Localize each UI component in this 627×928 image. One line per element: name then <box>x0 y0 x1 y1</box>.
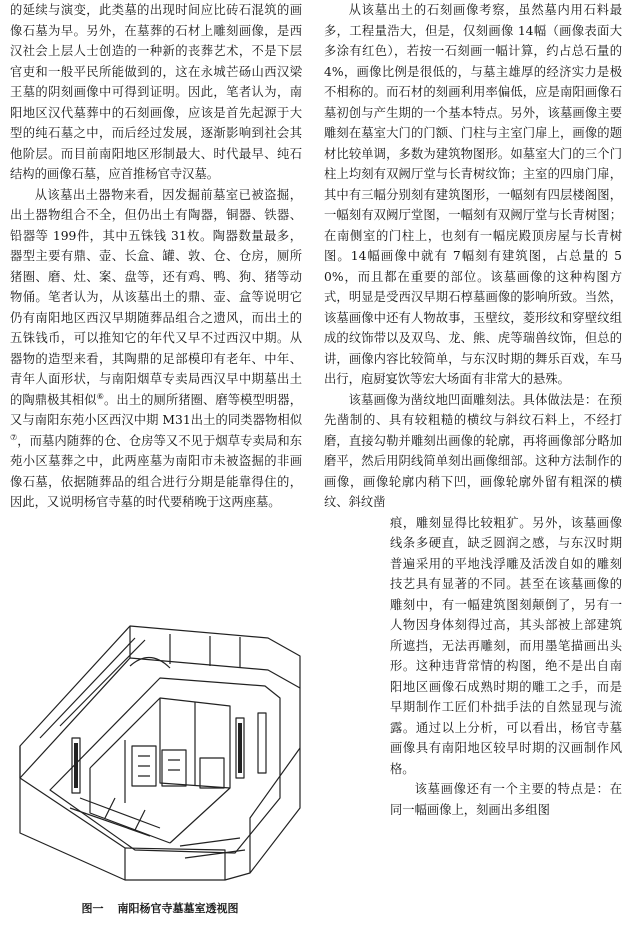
tomb-perspective-drawing <box>10 618 310 888</box>
paragraph-carving-method-cont: 痕，雕刻显得比较粗犷。另外，该墓画像线条多硬直，缺乏圆润之感，与东汉时期普遍采用的平地浅浮雕及活泼自如的雕刻技艺具有显著的不同。甚至在该墓画像的雕刻中，有一幅建筑图刻颠倒了，另有一人物因身体刻得过高，其头部被上部建筑所遮挡，无法再雕刻，而用墨笔描画出头形。这种违背常情的构图，绝不是出自南阳地区画像石成熟时期的雕工之手，而是早期制作工匠们朴拙手法的自然显现与流露。通过以上分析，可以看出，杨官寺墓画像具有南阳地区较早时期的汉画制作风格。 <box>390 515 622 776</box>
paragraph-stone-carvings: 从该墓出土的石刻画像考察，虽然墓内用石料最多，工程量浩大，但是，仅刻画像 14幅（画像表面大多涂有红色），若按一石刻画一幅计算，约占总石量的 4%，画像比例是很低的，与墓主雄厚的经济实力是极不相称的。而石材的刻画利用率偏低，应是南阳画像石墓初创与产生期的一个基本特点。另外，该墓画像主要雕刻在墓室大门的门额、门柱与主室门扉上，画像的题材比较单调，多数为建筑物图形。如墓室大门的三个门柱上均刻有双阙厅堂与长青树纹饰；主室的四扇门扉，其中有三幅分别刻有建筑图形，一幅刻有四层楼阁图，一幅刻有双阙厅堂图，一幅刻有双阙厅堂与长青树图；在南侧室的门柱上，也刻有一幅庑殿顶房屋与长青树图。14幅画像中就有 7幅刻有建筑图，占总量的 50%，而且都在重要的部位。该墓画像的这种构图方式，明显是受西汉早期石椁墓画像的影响所致。当然，该墓画像中还有人物故事，玉壁纹，菱形纹和穿壁纹组成的纹饰带以及双鸟、龙、熊、虎等瑞兽纹饰，但总的讲，画像内容比较简单，与东汉时期的舞乐百戏，车马出行，庖厨宴饮等宏大场面有非常大的悬殊。 <box>324 3 622 386</box>
figure-caption <box>10 900 310 916</box>
paragraph-composition: 该墓画像还有一个主要的特点是：在同一幅画像上，刻画出多组图 <box>390 782 622 817</box>
paragraph-continuation: 的延续与演变，此类墓的出现时间应比砖石混筑的画像石墓为早。另外，在墓葬的石材上雕刻画像，是西汉社会上层人士创造的一种新的丧葬艺术，不是下层官吏和一般平民所能做到的，这在永城芒砀山西汉梁王墓的阴刻画像中可得到证明。因此，笔者认为，南阳地区汉代墓葬中的石刻画像，应该是首先起源于大型的纯石墓之中，而后经过发展，逐渐影响到社会其他阶层。而目前南阳地区形制最大、时代最早、纯石结构的画像石墓，应首推杨官寺汉墓。 <box>10 3 302 181</box>
left-text-column <box>10 0 302 513</box>
figure-title: 南阳杨官寺墓墓室透视图 <box>117 902 239 915</box>
paragraph-carving-method: 该墓画像为凿纹地凹面雕刻法。具体做法是：在预先凿制的、具有较粗糙的横纹与斜纹石料上，不经打磨，直接勾勒并雕刻出画像的轮廓，再将画像部分略加磨平，然后用阴线简单刻出画像细部。这种方法制作的画像，画像轮廓内稍下凹，画像轮廓外留有粗深的横纹、斜纹凿 <box>324 392 622 509</box>
figure-number: 图一 <box>81 902 104 915</box>
footnote-ref-6: ⑥ <box>96 391 104 401</box>
footnote-ref-7: ⑦ <box>10 432 18 442</box>
paragraph-artifacts-part1: 从该墓出土器物来看，因发掘前墓室已被盗掘，出土器物组合不全，但仍出土有陶器，铜器、铁器、铅器等 199件，其中五铢钱 31枚。陶器数量最多，器型主要有鼎、壶、长盒、罐、敦、仓、仓房，厕所猪圈、磨、灶、案、盘等，还有鸡、鸭、狗、猪等动物俑。笔者认为，从该墓出土的鼎、壶、盒等说明它仍有南阳地区西汉早期随葬品组合之遗风，而出土的五铢钱币，可以推知它的年代又早不过西汉中期。从器物的造型来看，其陶鼎的足部模印有老年、中年、青年人面形状，与南阳烟草专卖局西汉早中期墓出土的陶鼎极其相似 <box>10 187 302 407</box>
right-text-column <box>324 0 622 820</box>
paragraph-artifacts-part3: ，而墓内随葬的仓、仓房等又不见于烟草专卖局和东苑小区墓葬之中，此两座墓为南阳市未被盗掘的非画像石墓，依据随葬品的组合进行分期是能靠得住的，因此，又说明杨官寺墓的时代要稍晚于这两座墓。 <box>10 433 302 509</box>
paragraph-artifacts-part2: 。出土的厕所猪圈、磨等模型明器，又与南阳东苑小区西汉中期 M31出土的同类器物相似 <box>10 392 302 427</box>
paragraph-artifacts <box>10 185 302 513</box>
